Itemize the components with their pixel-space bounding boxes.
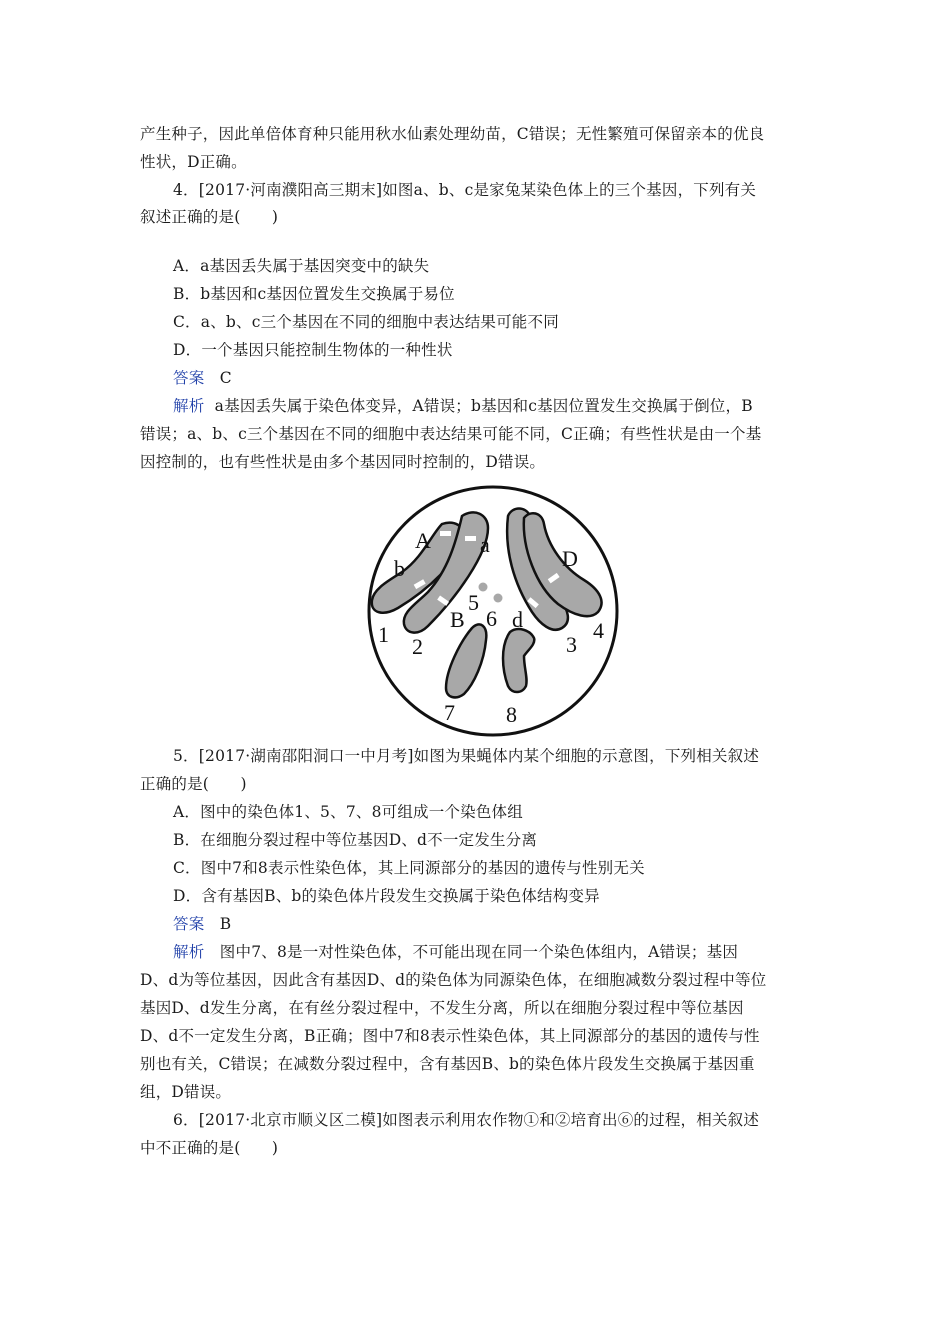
q5-stem-line-2: 正确的是( ) [140,775,247,793]
label-A: A [415,528,431,553]
chromosome-cell-figure [338,480,648,742]
q5-option-d: D．含有基因B、b的染色体片段发生交换属于染色体结构变异 [173,887,600,905]
label-a: a [480,532,490,557]
q5-analysis-line-3: 基因D、d发生分离，在有丝分裂过程中，不发生分离，所以在细胞分裂过程中等位基因 [140,999,744,1017]
q4-stem-line-2: 叙述正确的是( ) [140,208,279,226]
q4-option-a: A．a基因丢失属于基因突变中的缺失 [173,257,430,275]
q5-analysis-line-4: D、d不一定发生分离，B正确；图中7和8表示性染色体，其上同源部分的基因的遗传与性 [140,1027,760,1045]
q6-stem-line-1: 6．[2017·北京市顺义区二模]如图表示利用农作物①和②培育出⑥的过程，相关叙述 [173,1111,760,1129]
intro-line-2: 性状，D正确。 [140,153,247,171]
analysis-label: 解析 [173,943,205,961]
number-4: 4 [593,618,604,643]
q4-option-c: C．a、b、c三个基因在不同的细胞中表达结果可能不同 [173,313,559,331]
q5-analysis-line-2: D、d为等位基因，因此含有基因D、d的染色体为同源染色体，在细胞减数分裂过程中等位 [140,971,767,989]
chromosome-6-dot [494,594,503,603]
chromosome-5-dot [479,583,488,592]
analysis-text: a基因丢失属于染色体变异，A错误；b基因和c基因位置发生交换属于倒位，B [214,397,753,415]
q5-analysis-line-6: 组，D错误。 [140,1083,232,1101]
q4-analysis-line-1 [173,396,753,416]
answer-label: 答案 [173,915,205,933]
q5-option-c: C．图中7和8表示性染色体，其上同源部分的基因的遗传与性别无关 [173,859,645,877]
answer-value: C [219,369,232,387]
q4-stem-line-1: 4．[2017·河南濮阳高三期末]如图a、b、c是家兔某染色体上的三个基因，下列有关 [173,181,757,199]
number-3: 3 [566,632,577,657]
analysis-text: 图中7、8是一对性染色体，不可能出现在同一个染色体组内，A错误；基因 [219,943,739,961]
number-6: 6 [486,606,497,631]
gene-band-A [440,531,451,536]
q5-analysis-line-1 [173,942,738,962]
number-7: 7 [444,700,455,725]
intro-line-1: 产生种子，因此单倍体育种只能用秋水仙素处理幼苗，C错误；无性繁殖可保留亲本的优良 [140,125,765,143]
q5-answer [173,914,231,934]
label-b: b [394,556,405,581]
answer-label: 答案 [173,369,205,387]
number-5: 5 [468,590,479,615]
q5-option-a: A．图中的染色体1、5、7、8可组成一个染色体组 [173,803,523,821]
q4-analysis-line-3: 因控制的，也有些性状是由多个基因同时控制的，D错误。 [140,453,546,471]
number-8: 8 [506,702,517,727]
q4-option-b: B．b基因和c基因位置发生交换属于易位 [173,285,455,303]
gene-band-a [465,536,476,541]
label-D: D [562,546,578,571]
number-1: 1 [378,622,389,647]
answer-value: B [219,915,232,933]
q6-stem-line-2: 中不正确的是( ) [140,1139,279,1157]
q4-analysis-line-2: 错误；a、b、c三个基因在不同的细胞中表达结果可能不同，C正确；有些性状是由一个基 [140,425,762,443]
q4-answer [173,368,232,388]
number-2: 2 [412,634,423,659]
q4-option-d: D．一个基因只能控制生物体的一种性状 [173,341,453,359]
q5-option-b: B．在细胞分裂过程中等位基因D、d不一定发生分离 [173,831,538,849]
label-B: B [450,607,465,632]
label-d: d [512,607,523,632]
q5-stem-line-1: 5．[2017·湖南邵阳洞口一中月考]如图为果蝇体内某个细胞的示意图，下列相关叙述 [173,747,760,765]
analysis-label: 解析 [173,397,205,415]
q5-analysis-line-5: 别也有关，C错误；在减数分裂过程中，含有基因B、b的染色体片段发生交换属于基因重 [140,1055,755,1073]
